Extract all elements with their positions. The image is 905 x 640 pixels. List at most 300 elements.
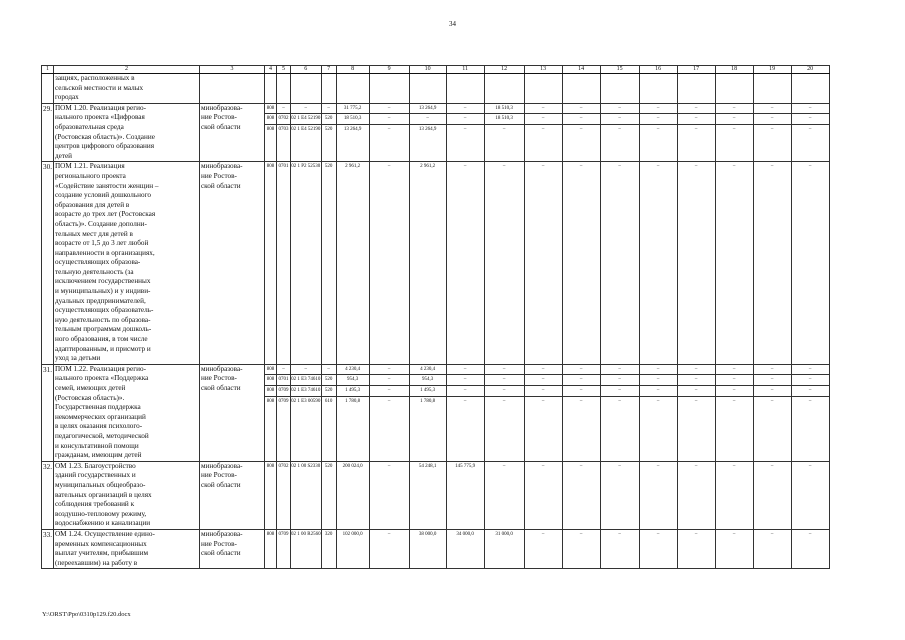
responsible-executor — [199, 461, 264, 529]
measure-name-line: и консультативной помощи — [54, 441, 139, 450]
value-cell — [321, 103, 336, 162]
measure-name — [53, 74, 199, 104]
value-subline: – — [322, 365, 336, 376]
value-subline: 1 495,3 — [410, 386, 446, 397]
measure-name-line: семей, имеющих детей — [54, 384, 126, 392]
value-cell — [446, 103, 484, 162]
value-subline: – — [541, 463, 545, 469]
value-subline: – — [579, 164, 583, 170]
measure-name-line: ОМ 1.24. Осуществление едино- — [54, 529, 155, 538]
value-cell — [446, 529, 484, 568]
value-cell — [791, 529, 829, 568]
value-cell — [753, 162, 791, 364]
value-subline: – — [732, 164, 736, 170]
value-subline: – — [370, 386, 409, 397]
value-cell — [409, 529, 446, 568]
value-cell — [562, 529, 600, 568]
executor-line: ние Ростов- — [200, 471, 237, 480]
value-subline: – — [563, 386, 600, 397]
value-subline: 808 — [266, 164, 275, 170]
column-number: 10 — [409, 66, 446, 74]
value-subline: 0709 — [278, 531, 289, 537]
executor-line: ской области — [200, 181, 241, 190]
value-subline: 954,3 — [337, 375, 369, 386]
value-cell — [562, 162, 600, 364]
value-subline: – — [656, 398, 660, 404]
value-subline: – — [618, 398, 621, 404]
value-subline: 320 — [324, 531, 333, 537]
value-subline: – — [563, 375, 600, 386]
value-subline: 0701 — [277, 375, 290, 386]
value-subline: 02 1 E3 74610 — [291, 375, 321, 386]
value-cell — [791, 162, 829, 364]
value-cell — [446, 364, 484, 461]
value-cell — [369, 103, 409, 162]
value-subline: – — [387, 164, 391, 170]
column-number: 15 — [600, 66, 639, 74]
value-cell — [484, 364, 524, 461]
responsible-executor — [199, 364, 264, 461]
column-number: 7 — [321, 66, 336, 74]
measure-name — [53, 364, 199, 461]
program-table — [41, 65, 830, 569]
value-subline: 1 780,8 — [345, 398, 361, 404]
value-subline: 145 775,9 — [455, 463, 476, 469]
value-cell — [715, 461, 753, 529]
value-subline: – — [525, 114, 562, 125]
value-subline: – — [563, 114, 600, 125]
value-cell — [276, 74, 290, 104]
value-cell — [290, 74, 321, 104]
value-subline: – — [678, 375, 715, 386]
value-subline: 808 — [266, 531, 275, 537]
value-subline: – — [601, 375, 639, 386]
value-cell — [600, 162, 639, 364]
value-subline: 18 510,3 — [485, 104, 524, 115]
value-subline: 02 1 E4 52190 — [291, 114, 321, 125]
file-path-footer: Y:\ORST\Ppo\0310p129.f20.docx — [42, 611, 131, 618]
value-cell — [484, 162, 524, 364]
value-subline: – — [291, 365, 321, 376]
measure-name-line: «Содействие занятости женщин – — [54, 181, 159, 190]
value-subline: – — [277, 365, 290, 376]
value-cell — [264, 529, 276, 568]
value-subline: – — [447, 104, 484, 115]
value-subline: 02 1 P2 52530 — [291, 164, 321, 170]
value-subline: – — [618, 164, 621, 170]
value-cell — [369, 529, 409, 568]
executor-line: минобразова- — [200, 461, 243, 470]
value-subline: 02 1 00 S2330 — [291, 463, 321, 469]
value-cell — [524, 529, 562, 568]
value-cell — [409, 74, 446, 104]
value-subline: – — [808, 531, 812, 537]
value-subline: 954,3 — [410, 375, 446, 386]
value-subline: – — [694, 531, 698, 537]
measure-name-line: регионального проекта — [54, 171, 126, 180]
value-subline: – — [618, 531, 621, 537]
column-number: 4 — [264, 66, 276, 74]
value-cell — [677, 103, 715, 162]
value-subline: – — [754, 114, 791, 125]
column-number: 12 — [484, 66, 524, 74]
executor-line: ние Ростов- — [200, 539, 237, 548]
value-cell — [336, 529, 369, 568]
value-subline: – — [618, 126, 621, 132]
value-subline: 4 230,4 — [337, 365, 369, 376]
measure-name-line: ПОМ 1.22. Реализация регио- — [54, 364, 146, 373]
measure-name-line: нального проекта «Поддержка — [54, 374, 149, 383]
measure-name-line: (Ростовская область)». — [54, 393, 125, 402]
measure-name — [53, 103, 199, 162]
value-subline: – — [808, 164, 812, 170]
value-subline: – — [525, 104, 562, 115]
value-subline: – — [770, 398, 774, 404]
value-subline: – — [792, 104, 829, 115]
value-subline: – — [447, 365, 484, 376]
value-subline: – — [485, 375, 524, 386]
value-subline: – — [291, 104, 321, 115]
executor-line: минобразова- — [200, 162, 243, 171]
value-subline: 18 510,3 — [337, 114, 369, 125]
value-cell — [484, 461, 524, 529]
value-cell — [290, 103, 321, 162]
measure-name-line: тельную деятельность (за — [54, 267, 134, 276]
value-subline: – — [678, 104, 715, 115]
column-number: 19 — [753, 66, 791, 74]
value-subline: 31 775,2 — [337, 104, 369, 115]
table-row — [42, 529, 830, 568]
measure-name-line: зданий государственных и — [54, 471, 136, 480]
value-cell — [753, 74, 791, 104]
value-subline: – — [808, 398, 812, 404]
value-subline: – — [579, 126, 583, 132]
value-cell — [639, 364, 677, 461]
column-number: 6 — [290, 66, 321, 74]
value-cell — [677, 461, 715, 529]
value-subline: 808 — [266, 463, 275, 469]
value-subline: 808 — [266, 126, 275, 132]
value-subline: 02 1 E3 00590 — [291, 398, 321, 404]
value-subline: 808 — [266, 398, 275, 404]
column-number: 3 — [199, 66, 264, 74]
measure-name-line: соблюдения требований к — [54, 500, 135, 509]
value-cell — [276, 529, 290, 568]
value-cell — [677, 364, 715, 461]
value-subline: – — [640, 386, 677, 397]
measure-name-line: вательных организаций в целях — [54, 490, 152, 499]
value-subline: – — [732, 463, 736, 469]
value-cell — [600, 74, 639, 104]
value-subline: – — [694, 463, 698, 469]
value-subline: – — [525, 386, 562, 397]
value-cell — [791, 103, 829, 162]
value-cell — [600, 364, 639, 461]
measure-name — [53, 461, 199, 529]
value-subline: – — [678, 365, 715, 376]
value-cell — [321, 529, 336, 568]
measure-name-line: ПОМ 1.20. Реализация регио- — [54, 103, 146, 112]
executor-line: ние Ростов- — [200, 374, 237, 383]
value-cell — [276, 364, 290, 461]
value-subline: 1 495,3 — [337, 386, 369, 397]
executor-line: минобразова- — [200, 364, 243, 373]
value-cell — [639, 461, 677, 529]
measure-name-line: центров цифрового образования — [54, 142, 155, 151]
value-subline: 0709 — [278, 398, 289, 404]
value-subline: 520 — [322, 386, 336, 397]
value-subline: – — [754, 386, 791, 397]
value-subline: 34 000,0 — [456, 531, 474, 537]
value-cell — [715, 162, 753, 364]
executor-line: ской области — [200, 549, 241, 558]
value-cell — [369, 74, 409, 104]
value-subline: 520 — [322, 375, 336, 386]
value-subline: – — [387, 398, 391, 404]
value-subline: – — [640, 375, 677, 386]
value-cell — [484, 529, 524, 568]
value-subline: – — [770, 531, 774, 537]
value-subline: 520 — [324, 126, 333, 132]
responsible-executor — [199, 103, 264, 162]
measure-name-line: тельным программам дошколь- — [54, 325, 152, 334]
value-subline: – — [808, 463, 812, 469]
value-subline: – — [502, 398, 506, 404]
value-subline: – — [410, 114, 446, 125]
value-subline: 4 230,4 — [410, 365, 446, 376]
column-number: 16 — [639, 66, 677, 74]
value-cell — [276, 461, 290, 529]
row-number: 33. — [42, 529, 54, 568]
column-number: 5 — [276, 66, 290, 74]
value-cell — [276, 162, 290, 364]
measure-name-line: адаптированным, и присмотр и — [54, 344, 151, 353]
value-cell — [446, 74, 484, 104]
value-subline: 0702 — [277, 114, 290, 125]
measure-name-line: городах — [54, 93, 79, 102]
value-cell — [336, 74, 369, 104]
value-cell — [562, 364, 600, 461]
measure-name-line: и муниципальных) и у индиви- — [54, 287, 151, 296]
measure-name-line: осуществляющих образователь- — [54, 306, 154, 315]
value-subline: – — [694, 164, 698, 170]
measure-name-line: образовательная среда — [54, 122, 124, 131]
measure-name-line: Государственная поддержка — [54, 403, 141, 412]
measure-name-line: направленности в организациях, — [54, 248, 155, 257]
value-subline: – — [485, 365, 524, 376]
value-subline: – — [754, 375, 791, 386]
value-subline: 2 961,2 — [345, 164, 361, 170]
executor-line: минобразова- — [200, 103, 243, 112]
measure-name-line: воздушно-тепловому режиму, — [54, 509, 147, 518]
value-subline: – — [463, 126, 467, 132]
value-subline: – — [579, 463, 583, 469]
measure-name-line: педагогической, методической — [54, 431, 149, 440]
value-subline: – — [770, 463, 774, 469]
measure-name-line: детей — [54, 151, 73, 160]
row-number: 32. — [42, 461, 54, 529]
executor-line: ской области — [200, 480, 241, 489]
measure-name-line: образования для детей в — [54, 200, 130, 209]
value-cell — [639, 103, 677, 162]
measure-name-line: сельской местности и малых — [54, 83, 144, 92]
value-subline: – — [656, 531, 660, 537]
value-subline: 0702 — [278, 463, 289, 469]
value-cell — [336, 162, 369, 364]
value-cell — [409, 461, 446, 529]
value-cell — [524, 461, 562, 529]
value-subline: 0709 — [277, 386, 290, 397]
value-subline: – — [387, 531, 391, 537]
value-cell — [264, 364, 276, 461]
value-cell — [715, 103, 753, 162]
value-subline: – — [502, 126, 506, 132]
value-cell — [290, 162, 321, 364]
value-subline: – — [485, 386, 524, 397]
measure-name-line: дуальных предпринимателей, — [54, 296, 146, 305]
value-cell — [290, 461, 321, 529]
value-cell — [369, 162, 409, 364]
value-subline: – — [387, 463, 391, 469]
value-subline: – — [370, 104, 409, 115]
page-number: 34 — [449, 20, 456, 28]
executor-line: ние Ростов- — [200, 113, 237, 122]
value-cell — [409, 162, 446, 364]
executor-line: ской области — [200, 122, 241, 131]
value-subline: – — [678, 114, 715, 125]
value-subline: – — [563, 104, 600, 115]
value-subline: – — [447, 386, 484, 397]
value-subline: – — [656, 126, 660, 132]
value-subline: – — [640, 104, 677, 115]
value-cell — [753, 364, 791, 461]
measure-name-line: возрасте до трех лет (Ростовская — [54, 210, 156, 219]
value-subline: – — [716, 104, 753, 115]
measure-name — [53, 529, 199, 568]
value-cell — [336, 461, 369, 529]
measure-name-line: временных компенсационных — [54, 539, 147, 548]
value-subline: – — [601, 386, 639, 397]
column-number: 17 — [677, 66, 715, 74]
value-subline: 18 510,3 — [485, 114, 524, 125]
row-number — [42, 74, 54, 104]
column-number: 9 — [369, 66, 409, 74]
value-subline: 808 — [265, 104, 276, 115]
value-subline: – — [277, 104, 290, 115]
measure-name — [53, 162, 199, 364]
value-subline: 1 780,8 — [420, 398, 436, 404]
value-cell — [562, 103, 600, 162]
value-cell — [321, 74, 336, 104]
table-row — [42, 364, 830, 461]
measure-name-line: некоммерческих организаций — [54, 412, 146, 421]
value-cell — [264, 162, 276, 364]
value-cell — [791, 461, 829, 529]
value-subline: – — [370, 114, 409, 125]
value-subline: – — [447, 375, 484, 386]
value-subline: – — [541, 126, 545, 132]
value-subline: – — [716, 375, 753, 386]
column-number: 1 — [42, 66, 54, 74]
value-cell — [600, 529, 639, 568]
value-subline: – — [694, 398, 698, 404]
value-subline: – — [754, 365, 791, 376]
value-cell — [677, 162, 715, 364]
measure-name-line: ПОМ 1.21. Реализация — [54, 162, 125, 171]
value-subline: – — [770, 164, 774, 170]
value-subline: – — [525, 375, 562, 386]
measure-name-line: (переехавшим) на работу в — [54, 558, 138, 567]
measure-name-line: исключением государственных — [54, 277, 151, 286]
measure-name-line: водоснабжению и канализации — [54, 519, 151, 528]
measure-name-line: тельных мест для детей в — [54, 229, 133, 238]
value-subline: – — [716, 114, 753, 125]
value-cell — [715, 529, 753, 568]
value-cell — [321, 162, 336, 364]
value-cell — [715, 364, 753, 461]
value-cell — [600, 103, 639, 162]
value-subline: – — [579, 531, 583, 537]
value-subline: 13 264,9 — [410, 104, 446, 115]
value-cell — [446, 162, 484, 364]
value-subline: – — [716, 386, 753, 397]
value-subline: 2 961,2 — [420, 164, 436, 170]
measure-name-line: уход за детьми — [54, 354, 101, 363]
measure-name-line: муниципальных общеобразо- — [54, 480, 146, 489]
value-cell — [264, 103, 276, 162]
value-subline: – — [463, 398, 467, 404]
value-subline: 200 024,0 — [342, 463, 363, 469]
value-cell — [321, 364, 336, 461]
value-subline: – — [732, 126, 736, 132]
executor-line: минобразова- — [200, 529, 243, 538]
value-cell — [336, 103, 369, 162]
value-subline: 13 264,9 — [418, 126, 437, 132]
value-subline: – — [656, 164, 660, 170]
value-subline: – — [732, 531, 736, 537]
value-cell — [677, 529, 715, 568]
column-number: 8 — [336, 66, 369, 74]
value-subline: 02 1 E4 52190 — [291, 126, 321, 132]
value-subline: – — [447, 114, 484, 125]
value-subline: 02 1 00 R2560 — [290, 531, 321, 537]
measure-name-line: создание условий дошкольного — [54, 191, 151, 200]
value-cell — [791, 364, 829, 461]
value-subline: – — [792, 365, 829, 376]
value-subline: – — [541, 531, 545, 537]
measure-name-line: осуществляющих образова- — [54, 258, 141, 267]
value-subline: 610 — [324, 398, 333, 404]
value-cell — [276, 103, 290, 162]
value-subline: – — [618, 463, 621, 469]
value-subline: 13 264,9 — [343, 126, 362, 132]
value-subline: – — [732, 398, 736, 404]
value-cell — [562, 461, 600, 529]
table-row — [42, 162, 830, 364]
row-number: 31. — [42, 364, 54, 461]
table-row — [42, 103, 830, 162]
value-cell — [336, 364, 369, 461]
value-cell — [791, 74, 829, 104]
value-subline: 38 000,0 — [418, 531, 437, 537]
value-cell — [264, 461, 276, 529]
value-cell — [369, 364, 409, 461]
column-number: 14 — [562, 66, 600, 74]
value-subline: – — [322, 104, 336, 115]
value-cell — [446, 461, 484, 529]
executor-line: ской области — [200, 384, 241, 392]
value-cell — [639, 74, 677, 104]
